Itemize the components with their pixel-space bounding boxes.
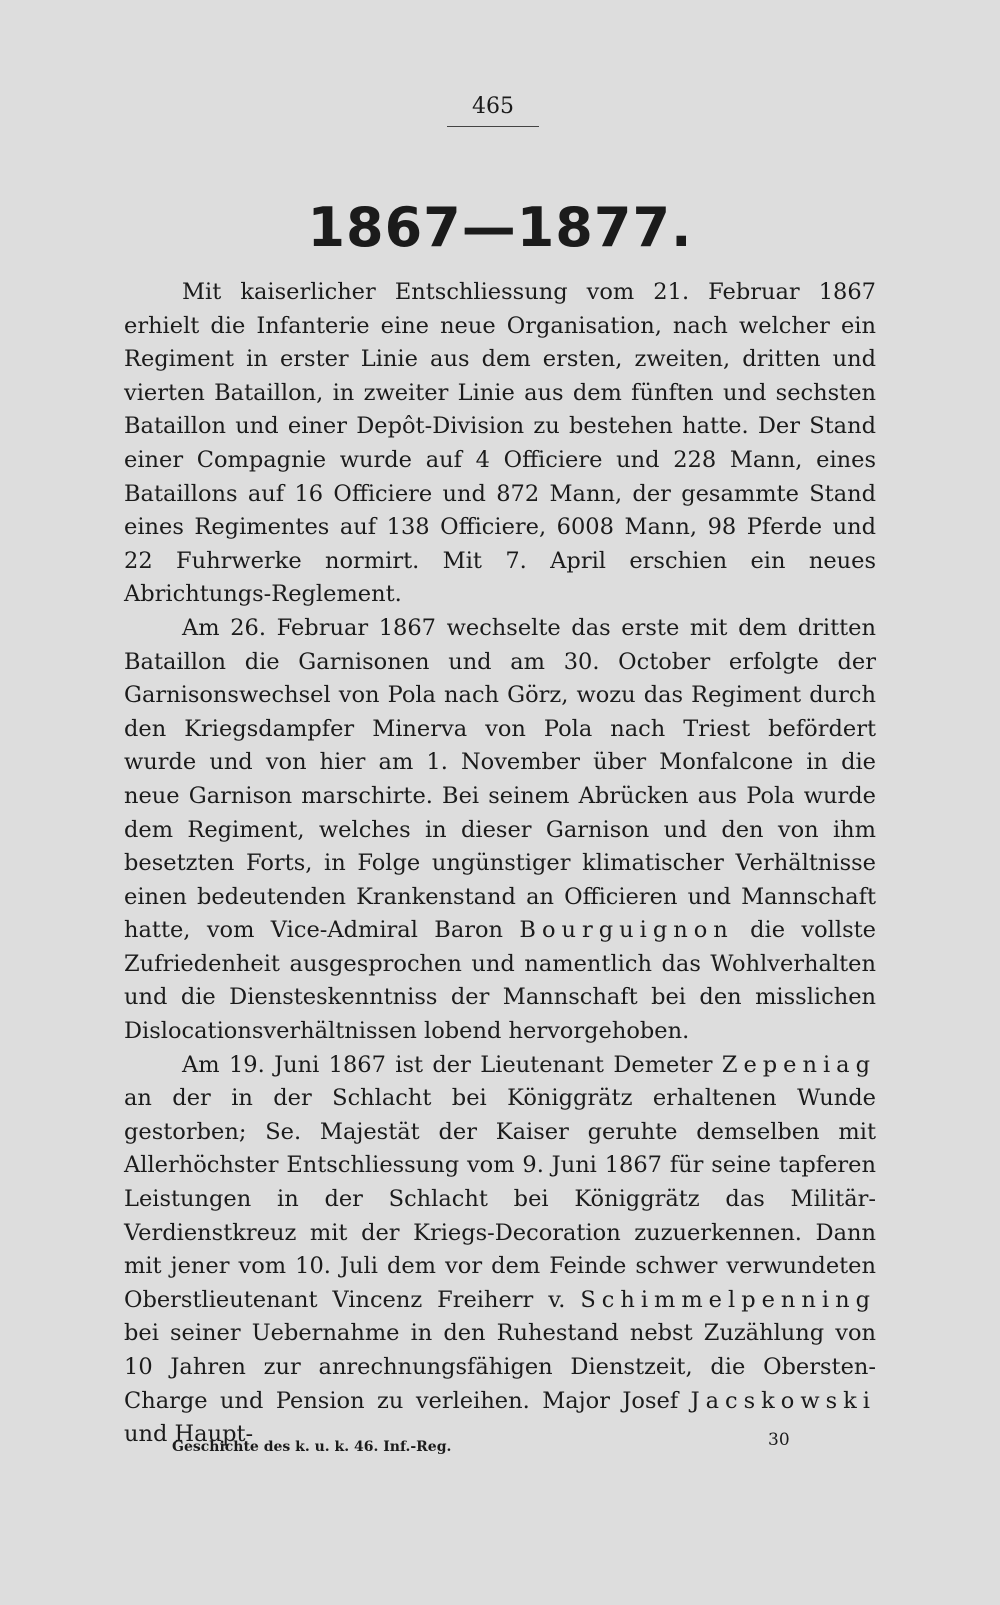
- spaced-name: Jacskowski: [690, 1387, 876, 1414]
- text-segment: und Haupt-: [124, 1421, 254, 1448]
- body-text: [124, 276, 876, 1452]
- chapter-heading: 1867—1877.: [307, 196, 693, 259]
- spaced-name: Zepeniag: [721, 1051, 876, 1078]
- text-segment: Am 26. Februar 1867 wechselte das erste mit dem dritten Bataillon die Garnisonen und am 30. October erfolgte der Garnisonswechsel von Pola nach Görz, wozu das Regiment durch den Kriegsdampfer Minerva von Pola nach Triest befördert wurde und von hier am 1. November über Monfalcone in die neue Garnison marschirte. Bei seinem Abrücken aus Pola wurde dem Regiment, welches in dieser Garnison und den von ihm besetzten Forts, in Folge ungünstiger klimatischer Verhältnisse einen bedeutenden Krankenstand an Officieren und Mannschaft hatte, vom Vice-Admiral Baron: [124, 614, 876, 944]
- page-number-rule: [447, 126, 539, 127]
- paragraph: [124, 612, 876, 1049]
- page-number: 465: [472, 94, 514, 119]
- text-segment: die vollste Zufriedenheit ausgesprochen und namentlich das Wohlverhalten und die Diensteskenntniss der Mannschaft bei den misslichen Dislocationsverhältnissen lobend hervorgehoben.: [124, 917, 876, 1045]
- text-segment: Am 19. Juni 1867 ist der Lieutenant Demeter: [182, 1051, 722, 1078]
- signature-mark: 30: [768, 1430, 790, 1450]
- footer-title: Geschichte des k. u. k. 46. Inf.-Reg.: [172, 1439, 452, 1455]
- text-segment: an der in der Schlacht bei Königgrätz erhaltenen Wunde gestorben; Se. Majestät der Kaiser geruhte demselben mit Allerhöchster Entschliessung vom 9. Juni 1867 für seine tapferen Leistungen in der Schlacht bei Königgrätz das Militär-Verdienstkreuz mit der Kriegs-Decoration zuzuerkennen. Dann mit jener vom 10. Juli dem vor dem Feinde schwer verwundeten Oberstlieutenant Vincenz Freiherr v.: [124, 1085, 876, 1313]
- spaced-name: Schimmelpenning: [580, 1286, 876, 1313]
- spaced-name: Bourguignon: [519, 917, 734, 944]
- text-segment: Mit kaiserlicher Entschliessung vom 21. Februar 1867 erhielt die Infanterie eine neue Organisation, nach welcher ein Regiment in erster Linie aus dem ersten, zweiten, dritten und vierten Bataillon, in zweiter Linie aus dem fünften und sechsten Bataillon und einer Depôt-Division zu bestehen hatte. Der Stand einer Compagnie wurde auf 4 Officiere und 228 Mann, eines Bataillons auf 16 Officiere und 872 Mann, der gesammte Stand eines Regimentes auf 138 Officiere, 6008 Mann, 98 Pferde und 22 Fuhrwerke normirt. Mit 7. April erschien ein neues Abrichtungs-Reglement.: [124, 279, 876, 608]
- text-segment: bei seiner Uebernahme in den Ruhestand nebst Zuzählung von 10 Jahren zur anrechnungsfähigen Dienstzeit, die Obersten-Charge und Pension zu verleihen. Major Josef: [124, 1320, 876, 1414]
- paragraph: [124, 1049, 876, 1452]
- paragraph: [124, 276, 876, 612]
